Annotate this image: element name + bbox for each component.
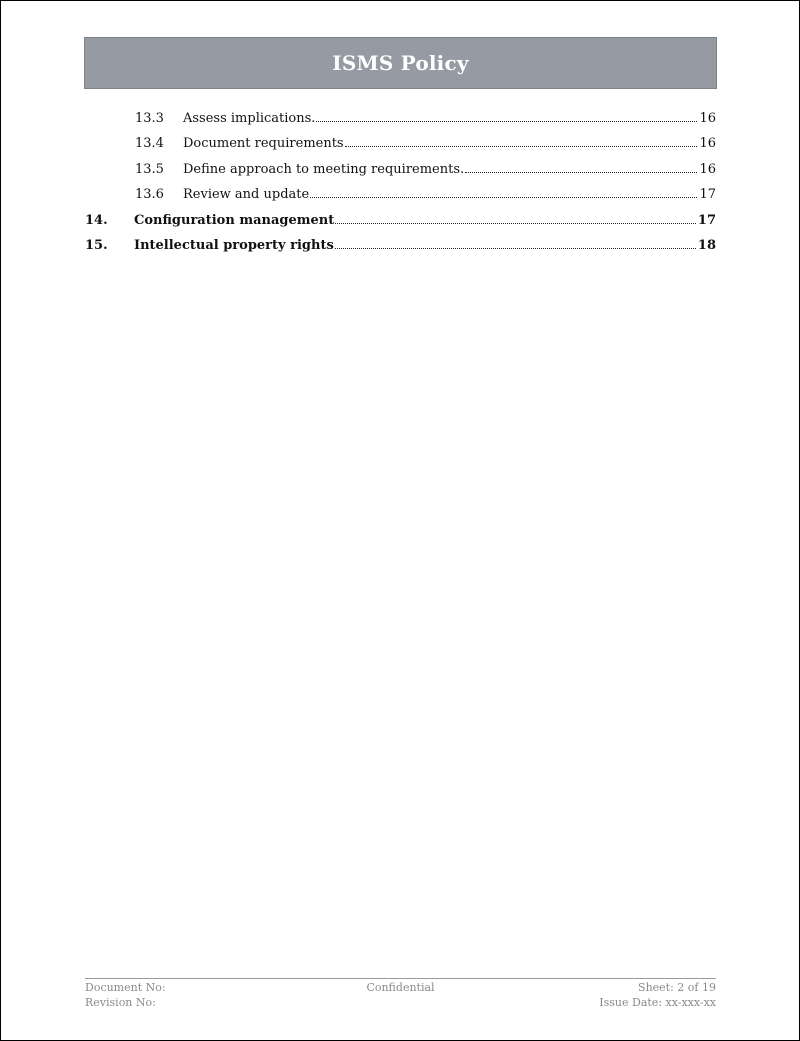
toc-section[interactable]: [85, 232, 716, 258]
revision-number-label: Revision No:: [85, 996, 156, 1009]
toc-entry-number: 13.4: [135, 136, 164, 151]
toc-entry[interactable]: [85, 130, 716, 156]
toc-section-number: 14.: [85, 212, 108, 228]
toc-entry-page: 16: [699, 161, 716, 177]
toc-entry-number: 13.5: [135, 161, 164, 177]
toc-section-number: 15.: [85, 238, 108, 253]
dot-leader: [335, 247, 696, 249]
toc-entry-page: 16: [699, 110, 716, 126]
toc-entry-title: Define approach to meeting requirements.: [183, 161, 465, 177]
toc-entry-page: 17: [699, 187, 716, 202]
toc-section-page: 17: [697, 212, 716, 228]
document-number-label: Document No:: [85, 981, 166, 994]
toc-section-title: Configuration management: [134, 212, 335, 228]
toc-section-title: Intellectual property rights: [134, 238, 334, 253]
toc-entry[interactable]: [85, 104, 716, 130]
toc-entry-title: Document requirements: [183, 136, 344, 151]
toc-entry-page: 16: [699, 136, 716, 151]
page-title: ISMS Policy: [332, 51, 469, 75]
toc-section-page: 18: [697, 238, 716, 253]
dot-leader: [310, 196, 697, 198]
toc-entry[interactable]: [85, 155, 716, 181]
dot-leader: [335, 222, 696, 224]
sheet-number: Sheet: 2 of 19: [638, 981, 716, 994]
toc-entry[interactable]: [85, 181, 716, 207]
toc-section[interactable]: [85, 206, 716, 232]
page-footer: [85, 978, 716, 1009]
toc-entry-number: 13.6: [135, 187, 164, 202]
table-of-contents: [85, 104, 716, 257]
dot-leader: [465, 171, 697, 173]
header-banner: [84, 37, 717, 89]
dot-leader: [316, 120, 697, 122]
toc-entry-title: Review and update: [183, 187, 310, 202]
toc-entry-number: 13.3: [135, 110, 164, 126]
dot-leader: [345, 145, 698, 147]
confidentiality-label: Confidential: [366, 981, 435, 994]
toc-entry-title: Assess implications.: [183, 110, 316, 126]
issue-date: Issue Date: xx-xxx-xx: [599, 996, 716, 1009]
